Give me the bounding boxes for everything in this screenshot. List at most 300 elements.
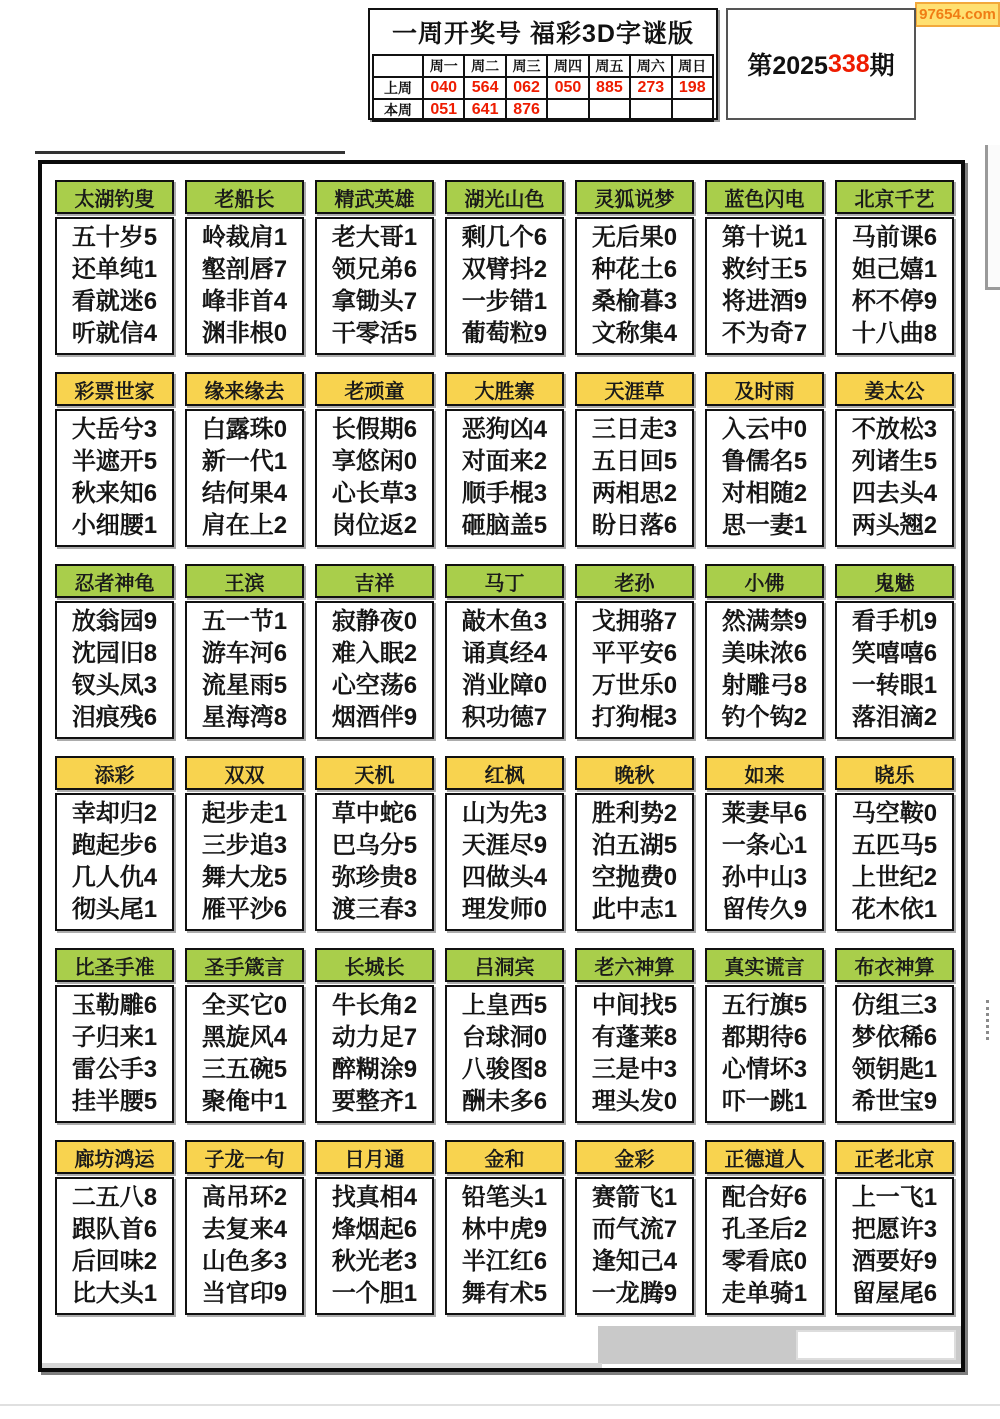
riddle-card [55, 564, 174, 739]
card-line: 五十岁5 [71, 224, 158, 251]
card-title: 晓乐 [835, 756, 954, 790]
riddle-card [445, 564, 564, 739]
card-line: 四去头4 [851, 480, 938, 507]
card-line: 聚俺中1 [201, 1088, 288, 1115]
card-line: 干零活5 [331, 320, 418, 347]
card-line: 比大头1 [71, 1280, 158, 1307]
card-line: 而气流7 [591, 1216, 678, 1243]
draw-number-cell: 885 [589, 77, 630, 99]
card-line: 黑旋风4 [201, 1024, 288, 1051]
riddle-card [445, 180, 564, 355]
card-line: 桑榆暮3 [591, 288, 678, 315]
card-body [445, 601, 564, 739]
card-title: 子龙一句 [185, 1140, 304, 1174]
card-body [705, 985, 824, 1123]
card-line: 长假期6 [331, 416, 418, 443]
card-line: 秋光老3 [331, 1248, 418, 1275]
issue-suffix: 期 [869, 52, 895, 80]
card-body [575, 985, 694, 1123]
draw-number-cell: 050 [547, 77, 588, 99]
card-body [185, 409, 304, 547]
riddle-card [55, 180, 174, 355]
card-title: 马丁 [445, 564, 564, 598]
card-body [55, 217, 174, 355]
card-title: 老顽童 [315, 372, 434, 406]
week-row-label [373, 55, 423, 77]
card-line: 希世宝9 [851, 1088, 938, 1115]
card-body [445, 1177, 564, 1315]
card-line: 林中虎9 [461, 1216, 548, 1243]
riddle-card [835, 372, 954, 547]
riddle-card [185, 564, 304, 739]
card-line: 舞有术5 [461, 1280, 548, 1307]
card-line: 杯不停9 [851, 288, 938, 315]
card-title: 吉祥 [315, 564, 434, 598]
card-line: 渡三春3 [331, 896, 418, 923]
card-line: 大岳兮3 [71, 416, 158, 443]
card-line: 岭裁肩1 [201, 224, 288, 251]
card-line: 砸脑盖5 [461, 512, 548, 539]
card-line: 山色多3 [201, 1248, 288, 1275]
card-body [185, 217, 304, 355]
card-line: 牛长角2 [331, 992, 418, 1019]
card-title: 蓝色闪电 [705, 180, 824, 214]
weekday-cell: 周五 [589, 55, 630, 77]
card-title: 太湖钓叟 [55, 180, 174, 214]
card-title: 比圣手准 [55, 948, 174, 982]
card-line: 一龙腾9 [591, 1280, 678, 1307]
card-line: 流星雨5 [201, 672, 288, 699]
card-line: 渊非根0 [201, 320, 288, 347]
draw-number-cell [672, 99, 713, 121]
card-line: 去复来4 [201, 1216, 288, 1243]
card-line: 星海湾8 [201, 704, 288, 731]
riddle-card [315, 756, 434, 931]
card-title: 精武英雄 [315, 180, 434, 214]
card-line: 葡萄粒9 [461, 320, 548, 347]
card-line: 二五八8 [71, 1184, 158, 1211]
card-body [575, 1177, 694, 1315]
riddle-card [575, 564, 694, 739]
card-line: 胜利势2 [591, 800, 678, 827]
card-line: 吓一跳1 [721, 1088, 808, 1115]
card-line: 找真相4 [331, 1184, 418, 1211]
card-line: 万世乐0 [591, 672, 678, 699]
riddle-card [835, 564, 954, 739]
card-line: 壑剖唇7 [201, 256, 288, 283]
card-line: 心情坏3 [721, 1056, 808, 1083]
riddle-card [705, 1140, 824, 1315]
card-line: 寂静夜0 [331, 608, 418, 635]
card-title: 双双 [185, 756, 304, 790]
card-line: 恶狗凶4 [461, 416, 548, 443]
card-line: 无后果0 [591, 224, 678, 251]
card-body [445, 217, 564, 355]
card-body [445, 793, 564, 931]
weekday-cell: 周一 [423, 55, 464, 77]
card-body [55, 601, 174, 739]
card-line: 领钥匙1 [851, 1056, 938, 1083]
card-title: 缘来缘去 [185, 372, 304, 406]
issue-prefix: 第2025 [747, 52, 828, 80]
weekday-cell: 周四 [547, 55, 588, 77]
card-line: 游车河6 [201, 640, 288, 667]
bottom-strip [42, 1363, 602, 1368]
card-line: 几人仇4 [71, 864, 158, 891]
card-line: 泊五湖5 [591, 832, 678, 859]
card-line: 戈拥骆7 [591, 608, 678, 635]
draw-number-cell: 876 [506, 99, 547, 121]
riddle-card [575, 1140, 694, 1315]
card-title: 老船长 [185, 180, 304, 214]
card-body [55, 985, 174, 1123]
card-line: 山为先3 [461, 800, 548, 827]
weekly-results-title: 一周开奖号 福彩3D字谜版 [392, 20, 694, 48]
card-line: 一个胆1 [331, 1280, 418, 1307]
card-line: 留屋尾6 [851, 1280, 938, 1307]
riddle-card [575, 948, 694, 1123]
card-line: 当官印9 [201, 1280, 288, 1307]
card-line: 铅笔头1 [461, 1184, 548, 1211]
riddle-card [705, 180, 824, 355]
card-body [705, 793, 824, 931]
riddle-card [835, 180, 954, 355]
riddle-card [445, 1140, 564, 1315]
card-line: 台球洞0 [461, 1024, 548, 1051]
card-body [575, 601, 694, 739]
card-title: 真实谎言 [705, 948, 824, 982]
draw-number-cell: 062 [506, 77, 547, 99]
card-line: 不放松3 [851, 416, 938, 443]
site-badge[interactable]: 97654.com [915, 2, 1000, 27]
draw-number-cell: 273 [630, 77, 671, 99]
card-title: 红枫 [445, 756, 564, 790]
card-title: 湖光山色 [445, 180, 564, 214]
riddle-card [835, 1140, 954, 1315]
card-title: 金和 [445, 1140, 564, 1174]
riddle-card [185, 756, 304, 931]
card-line: 五一节1 [201, 608, 288, 635]
draw-number-cell: 051 [423, 99, 464, 121]
card-title: 王滨 [185, 564, 304, 598]
card-line: 美味浓6 [721, 640, 808, 667]
card-line: 落泪滴2 [851, 704, 938, 731]
card-line: 文称集4 [591, 320, 678, 347]
card-line: 天涯尽9 [461, 832, 548, 859]
card-line: 十八曲8 [851, 320, 938, 347]
riddle-card [835, 948, 954, 1123]
card-title: 天机 [315, 756, 434, 790]
draw-number-cell: 564 [464, 77, 505, 99]
card-line: 双臂抖2 [461, 256, 548, 283]
card-line: 弥珍贵8 [331, 864, 418, 891]
card-line: 三日走3 [591, 416, 678, 443]
card-body [705, 217, 824, 355]
card-body [55, 1177, 174, 1315]
riddle-card [185, 948, 304, 1123]
card-body [315, 985, 434, 1123]
draw-number-cell [630, 99, 671, 121]
card-line: 然满禁9 [721, 608, 808, 635]
card-title: 北京千艺 [835, 180, 954, 214]
card-line: 不为奇7 [721, 320, 808, 347]
card-body [835, 601, 954, 739]
card-line: 有蓬莱8 [591, 1024, 678, 1051]
card-line: 鲁儒名5 [721, 448, 808, 475]
card-line: 顺手棍3 [461, 480, 548, 507]
draw-number-cell: 198 [672, 77, 713, 99]
card-line: 理发师0 [461, 896, 548, 923]
card-line: 高吊环2 [201, 1184, 288, 1211]
card-line: 新一代1 [201, 448, 288, 475]
riddle-card [315, 564, 434, 739]
riddle-card [315, 180, 434, 355]
card-line: 空抛费0 [591, 864, 678, 891]
card-line: 后回味2 [71, 1248, 158, 1275]
card-line: 两相思2 [591, 480, 678, 507]
card-line: 笑嘻嘻6 [851, 640, 938, 667]
card-line: 孔圣后2 [721, 1216, 808, 1243]
card-line: 酬未多6 [461, 1088, 548, 1115]
card-title: 正老北京 [835, 1140, 954, 1174]
riddle-card [575, 372, 694, 547]
card-line: 诵真经4 [461, 640, 548, 667]
card-title: 正德道人 [705, 1140, 824, 1174]
riddle-card [705, 756, 824, 931]
card-body [835, 409, 954, 547]
card-line: 醉糊涂9 [331, 1056, 418, 1083]
card-line: 三是中3 [591, 1056, 678, 1083]
card-line: 领兄弟6 [331, 256, 418, 283]
riddle-card [185, 180, 304, 355]
card-title: 金彩 [575, 1140, 694, 1174]
riddle-card [315, 1140, 434, 1315]
weekday-cell: 周三 [506, 55, 547, 77]
card-line: 心空荡6 [331, 672, 418, 699]
card-line: 看就迷6 [71, 288, 158, 315]
riddle-card [445, 372, 564, 547]
card-line: 中间找5 [591, 992, 678, 1019]
card-body [315, 217, 434, 355]
card-title: 灵狐说梦 [575, 180, 694, 214]
card-line: 舞大龙5 [201, 864, 288, 891]
weekday-cell: 周日 [672, 55, 713, 77]
card-body [185, 985, 304, 1123]
card-title: 布衣神算 [835, 948, 954, 982]
card-line: 肩在上2 [201, 512, 288, 539]
issue-number-panel [726, 8, 916, 120]
card-line: 小细腰1 [71, 512, 158, 539]
card-line: 三步追3 [201, 832, 288, 859]
card-line: 一转眼1 [851, 672, 938, 699]
card-line: 雁平沙6 [201, 896, 288, 923]
card-line: 雷公手3 [71, 1056, 158, 1083]
card-line: 将进酒9 [721, 288, 808, 315]
card-line: 一步错1 [461, 288, 548, 315]
card-line: 钓个钩2 [721, 704, 808, 731]
card-body [575, 409, 694, 547]
card-line: 享悠闲0 [331, 448, 418, 475]
card-body [705, 601, 824, 739]
card-line: 老大哥1 [331, 224, 418, 251]
card-line: 拿锄头7 [331, 288, 418, 315]
bottom-white-box [796, 1330, 956, 1360]
card-line: 上一飞1 [851, 1184, 938, 1211]
card-title: 大胜寨 [445, 372, 564, 406]
riddle-card [55, 756, 174, 931]
card-title: 彩票世家 [55, 372, 174, 406]
card-line: 结何果4 [201, 480, 288, 507]
riddle-card [705, 564, 824, 739]
riddle-card [705, 372, 824, 547]
edge-partial-panel [985, 145, 1000, 290]
card-line: 心长草3 [331, 480, 418, 507]
card-line: 都期待6 [721, 1024, 808, 1051]
card-line: 秋来知6 [71, 480, 158, 507]
card-line: 半江红6 [461, 1248, 548, 1275]
card-body [185, 601, 304, 739]
draw-number-cell [589, 99, 630, 121]
weekly-results-panel [368, 8, 718, 120]
card-line: 第十说1 [721, 224, 808, 251]
card-body [315, 1177, 434, 1315]
card-line: 列诸生5 [851, 448, 938, 475]
card-title: 如来 [705, 756, 824, 790]
week-row-label: 本周 [373, 99, 423, 121]
card-line: 上世纪2 [851, 864, 938, 891]
card-line: 孙中山3 [721, 864, 808, 891]
card-line: 巴乌分5 [331, 832, 418, 859]
card-body [315, 409, 434, 547]
card-line: 妲己嬉1 [851, 256, 938, 283]
card-line: 峰非首4 [201, 288, 288, 315]
card-title: 圣手箴言 [185, 948, 304, 982]
card-line: 沈园旧8 [71, 640, 158, 667]
card-line: 积功德7 [461, 704, 548, 731]
card-line: 五行旗5 [721, 992, 808, 1019]
card-line: 思一妻1 [721, 512, 808, 539]
card-body [835, 793, 954, 931]
card-title: 吕洞宾 [445, 948, 564, 982]
card-line: 八骏图8 [461, 1056, 548, 1083]
card-line: 白露珠0 [201, 416, 288, 443]
card-line: 子归来1 [71, 1024, 158, 1051]
card-body [185, 1177, 304, 1315]
riddle-cards-frame [38, 160, 965, 1372]
card-title: 及时雨 [705, 372, 824, 406]
card-line: 走单骑1 [721, 1280, 808, 1307]
riddle-card [835, 756, 954, 931]
card-line: 平平安6 [591, 640, 678, 667]
card-line: 逢知己4 [591, 1248, 678, 1275]
riddle-card [55, 1140, 174, 1315]
card-title: 老孙 [575, 564, 694, 598]
card-line: 对相随2 [721, 480, 808, 507]
card-line: 五匹马5 [851, 832, 938, 859]
card-line: 跑起步6 [71, 832, 158, 859]
card-body [55, 409, 174, 547]
card-title: 添彩 [55, 756, 174, 790]
card-title: 天涯草 [575, 372, 694, 406]
card-line: 放翁园9 [71, 608, 158, 635]
card-line: 上皇西5 [461, 992, 548, 1019]
riddle-card [315, 372, 434, 547]
card-line: 两头翘2 [851, 512, 938, 539]
card-body [835, 985, 954, 1123]
card-line: 岗位返2 [331, 512, 418, 539]
riddle-card [315, 948, 434, 1123]
card-body [55, 793, 174, 931]
card-line: 消业障0 [461, 672, 548, 699]
card-line: 跟队首6 [71, 1216, 158, 1243]
card-line: 四做头4 [461, 864, 548, 891]
card-line: 草中蛇6 [331, 800, 418, 827]
card-title: 长城长 [315, 948, 434, 982]
card-body [445, 985, 564, 1123]
card-line: 救纣王5 [721, 256, 808, 283]
top-rule [35, 151, 345, 154]
card-line: 看手机9 [851, 608, 938, 635]
issue-highlight: 338 [827, 49, 870, 78]
card-title: 日月通 [315, 1140, 434, 1174]
card-body [575, 793, 694, 931]
card-body [185, 793, 304, 931]
card-line: 敲木鱼3 [461, 608, 548, 635]
bottom-gray-box [598, 1326, 961, 1364]
card-line: 梦依稀6 [851, 1024, 938, 1051]
card-line: 烽烟起6 [331, 1216, 418, 1243]
card-line: 把愿许3 [851, 1216, 938, 1243]
riddle-card [575, 180, 694, 355]
card-line: 花木依1 [851, 896, 938, 923]
weekday-cell: 周六 [630, 55, 671, 77]
card-line: 入云中0 [721, 416, 808, 443]
riddle-card [55, 372, 174, 547]
card-line: 三五碗5 [201, 1056, 288, 1083]
card-title: 老六神算 [575, 948, 694, 982]
card-line: 钗头凤3 [71, 672, 158, 699]
draw-number-cell: 641 [464, 99, 505, 121]
card-line: 玉勒雕6 [71, 992, 158, 1019]
card-line: 留传久9 [721, 896, 808, 923]
riddle-card [55, 948, 174, 1123]
card-line: 听就信4 [71, 320, 158, 347]
card-title: 忍者神龟 [55, 564, 174, 598]
riddle-card [185, 372, 304, 547]
card-body [835, 217, 954, 355]
riddle-card [575, 756, 694, 931]
card-line: 还单纯1 [71, 256, 158, 283]
card-title: 姜太公 [835, 372, 954, 406]
card-line: 动力足7 [331, 1024, 418, 1051]
card-line: 彻头尾1 [71, 896, 158, 923]
draw-number-cell [547, 99, 588, 121]
card-body [705, 409, 824, 547]
card-line: 理头发0 [591, 1088, 678, 1115]
card-line: 打狗棍3 [591, 704, 678, 731]
weekday-cell: 周二 [464, 55, 505, 77]
card-line: 起步走1 [201, 800, 288, 827]
card-title: 晚秋 [575, 756, 694, 790]
card-line: 全买它0 [201, 992, 288, 1019]
card-line: 剩几个6 [461, 224, 548, 251]
card-line: 马空鞍0 [851, 800, 938, 827]
riddle-card [185, 1140, 304, 1315]
card-body [835, 1177, 954, 1315]
card-title: 廊坊鸿运 [55, 1140, 174, 1174]
card-line: 挂半腰5 [71, 1088, 158, 1115]
card-line: 半遮开5 [71, 448, 158, 475]
